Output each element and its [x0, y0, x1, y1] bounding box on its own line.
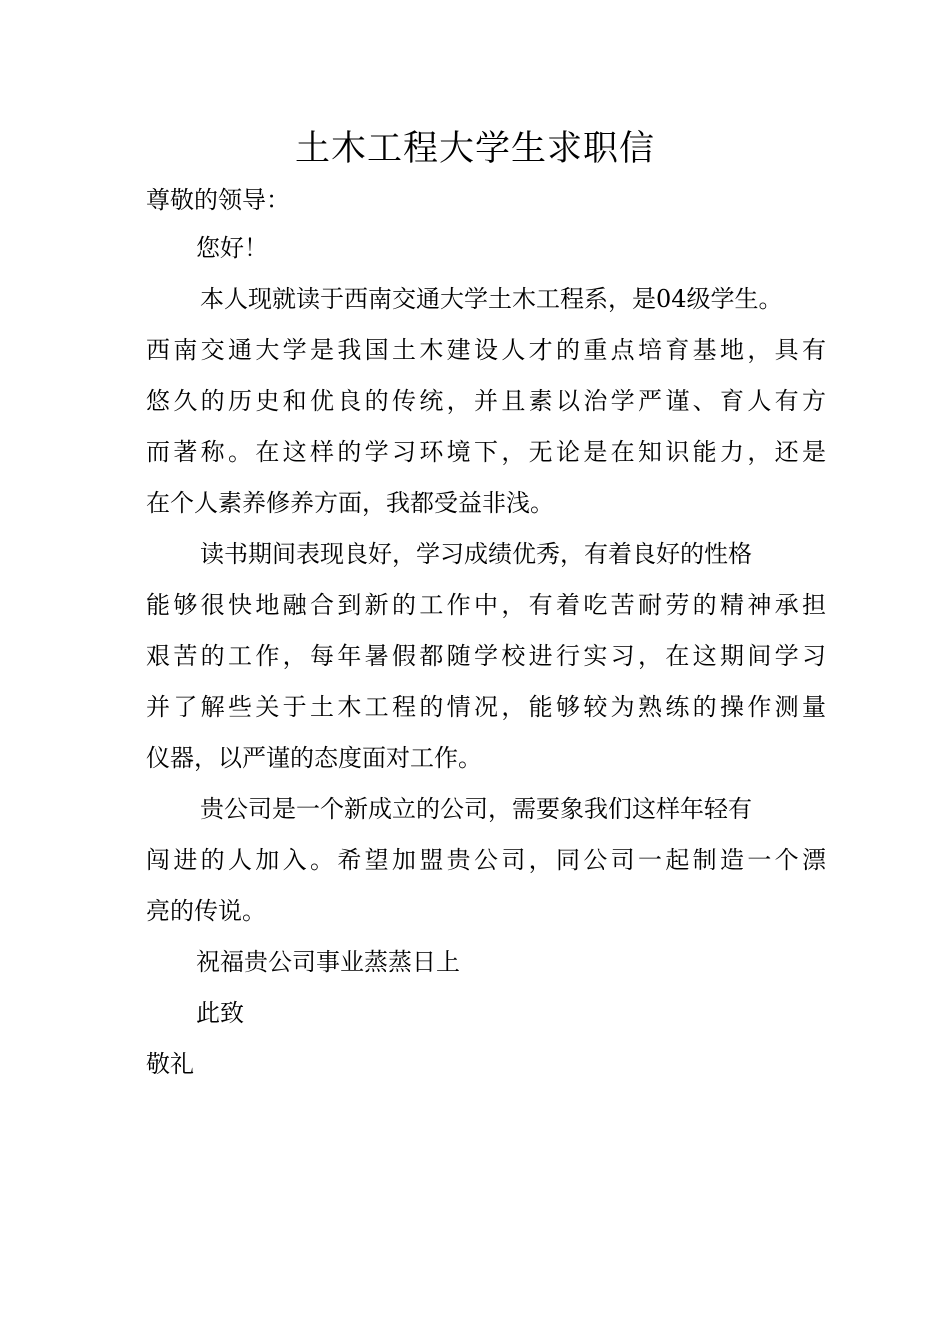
- paragraph-line: 贵公司是一个新成立的公司，需要象我们这样年轻有: [200, 795, 752, 823]
- paragraph-line: 而著称。在这样的学习环境下，无论是在知识能力，还是: [146, 438, 826, 466]
- paragraph-line: 能够很快地融合到新的工作中，有着吃苦耐劳的精神承担: [146, 591, 826, 619]
- paragraph-line: 亮的传说。: [146, 897, 266, 925]
- salutation: 尊敬的领导：: [146, 186, 290, 214]
- paragraph-line: 西南交通大学是我国土木建设人才的重点培育基地，具有: [146, 336, 826, 364]
- document-title: 土木工程大学生求职信: [294, 129, 655, 169]
- paragraph-line: 仪器，以严谨的态度面对工作。: [146, 744, 482, 772]
- closing-line: 敬礼: [146, 1050, 194, 1078]
- paragraph-line: 在个人素养修养方面，我都受益非浅。: [146, 489, 554, 517]
- paragraph-line: 艰苦的工作，每年暑假都随学校进行实习，在这期间学习: [146, 642, 826, 670]
- wish-line: 祝福贵公司事业蒸蒸日上: [196, 948, 460, 976]
- paragraph-line: 闯进的人加入。希望加盟贵公司，同公司一起制造一个漂: [146, 846, 826, 874]
- paragraph-line: 本人现就读于西南交通大学土木工程系，是04级学生。: [200, 285, 783, 313]
- greeting: 您好！: [196, 234, 268, 262]
- paragraph-line: 悠久的历史和优良的传统，并且素以治学严谨、育人有方: [146, 387, 826, 415]
- paragraph-line: 读书期间表现良好，学习成绩优秀，有着良好的性格: [200, 540, 752, 568]
- closing-line: 此致: [196, 999, 244, 1027]
- paragraph-line: 并了解些关于土木工程的情况，能够较为熟练的操作测量: [146, 693, 826, 721]
